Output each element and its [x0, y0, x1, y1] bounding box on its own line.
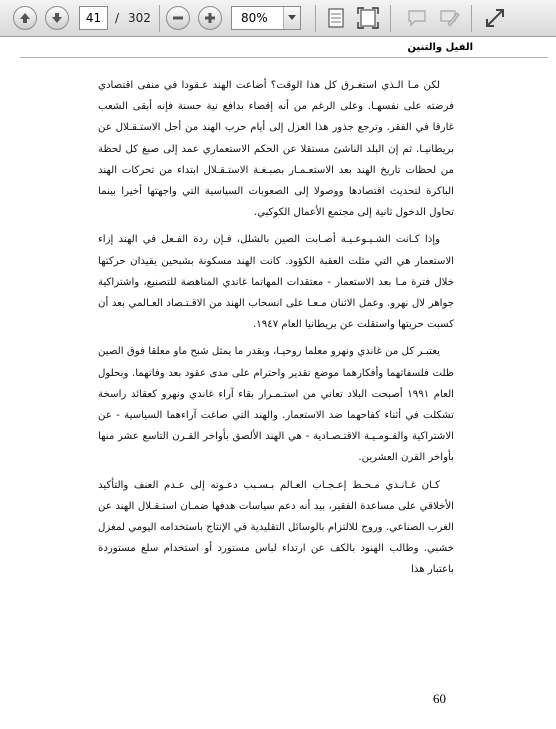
zoom-in-button[interactable] — [198, 6, 222, 30]
running-head: الفيل والتنين — [407, 42, 473, 53]
paragraph: وإذا كـانت الشـيـوعـيـة أصـابت الصين بالشلل، فـإن ردة الفـعل في الهند إزاء الاستعمار هي التي مثلت العقبة الكؤود. كانت الهند مسكونة بشبحين يقيدان حركتها خلال فترة مـا بعد الاستعمار - معتقدات المهاتما غاندي المناهضة للتصنيع، واشتراكية جواهر لال نهرو. وعمل الاثنان مـعـا على انسحاب الهند من الاقـتـصاد العـالمي بعد أن كسبت حريتها واستقلت عن بريطانيا العام ١٩٤٧. — [98, 234, 454, 331]
page-separator: / — [115, 11, 120, 25]
fullscreen-button[interactable] — [482, 6, 508, 30]
highlight-button[interactable] — [436, 6, 462, 30]
minus-icon — [171, 11, 185, 25]
fit-page-icon — [326, 7, 346, 29]
fit-width-button[interactable] — [323, 6, 349, 30]
document-page — [0, 37, 556, 729]
zoom-value: 80% — [241, 11, 268, 25]
next-page-button[interactable] — [45, 6, 69, 30]
plus-icon — [203, 11, 217, 25]
fit-window-icon — [357, 7, 379, 29]
comment-button[interactable] — [404, 6, 430, 30]
fit-page-button[interactable] — [355, 6, 381, 30]
zoom-out-button[interactable] — [166, 6, 190, 30]
header-rule — [20, 57, 548, 58]
expand-arrows-icon — [484, 7, 506, 29]
previous-page-button[interactable] — [13, 6, 37, 30]
toolbar-divider — [390, 5, 391, 32]
page-number-input[interactable]: 41 — [79, 6, 108, 30]
paragraph: كـان غـانـدي مـحـط إعـجـاب العـالم بـسـبب دعـوته إلى عـدم العنف والتأكيد الأخلاقي على مساعدة الفقير، بيد أنه دعم سياسات هدفها ضمـان استـقـلال الهند عن الغرب الصناعي. وروج للالتزام بالوسائل التقليدية في الإنتاج باستخدامه اليومي لمغزل خشبي. وطالب الهنود بالكف عن ارتداء لباس مستورد أو استخدام سلع مستوردة باعتبار هذا — [98, 479, 454, 576]
zoom-select[interactable] — [231, 6, 301, 30]
arrow-down-icon — [50, 11, 64, 25]
toolbar-divider — [315, 5, 316, 32]
body-text — [98, 75, 454, 587]
speech-bubble-icon — [406, 8, 428, 28]
chevron-down-icon[interactable] — [283, 7, 300, 29]
toolbar-divider — [471, 5, 472, 32]
paragraph: يعتبـر كل من غاندي ونهرو معلما روحيـا، وبقدر ما يمثل شبح ماو معلقا فوق الصين ظلت فلسفاتهما وأفكارهما موضع تقدير واحترام على مدى عقود بعد وفاتهما. وبحلول العام ١٩٩١ أصبحت البلاد تعاني من استـمـرار بقاء آراء غاندي ونهرو كعقائد راسخة تشكلت في أثناء كفاحهما ضد الاستعمار. والهند التي صاغت آراءهما السياسية - عن الاشتراكية والقـومـيـة الاقتـصـادية - هي الهند الألصق بأواخر القـرن التاسع عشر منها بأواخر القرن العشرين. — [98, 346, 455, 464]
page-number: 60 — [433, 691, 446, 706]
arrow-up-icon — [18, 11, 32, 25]
total-pages: 302 — [128, 11, 151, 25]
toolbar-divider — [159, 5, 160, 32]
pdf-toolbar — [0, 0, 556, 37]
pen-icon — [438, 8, 460, 28]
paragraph: لكن مـا الـذي استغـرق كل هذا الوقت؟ أضاعت الهند عـقودا في منفى اقتصادي فرضته على نفسهـا. وعلى الرغم من أنه إقصاء بدافع نية حسنة فإنه أبقى الشعب غارقا في الفقر. وترجع جذور هذا العزل إلى أيام حرب الهند من أجل الاستـقـلال عن بريطانيـا. ثم إن البلد الناشئ مستقلا عن الحكم الاستعماري عمد إلى صبغ كل لحظة من لحظات تاريخ الهند بعد الاستعـمـار بصبـغـة الاستـقـلال ابتداء من تحركات الهند الباكرة لتحديث اقتصادها ووصولا إلى الصعوبات السياسية التي واجهتها أخيرا بينما تحاول الدخول ثانية إلى مجتمع الأعمال الكوكبي. — [98, 80, 454, 219]
